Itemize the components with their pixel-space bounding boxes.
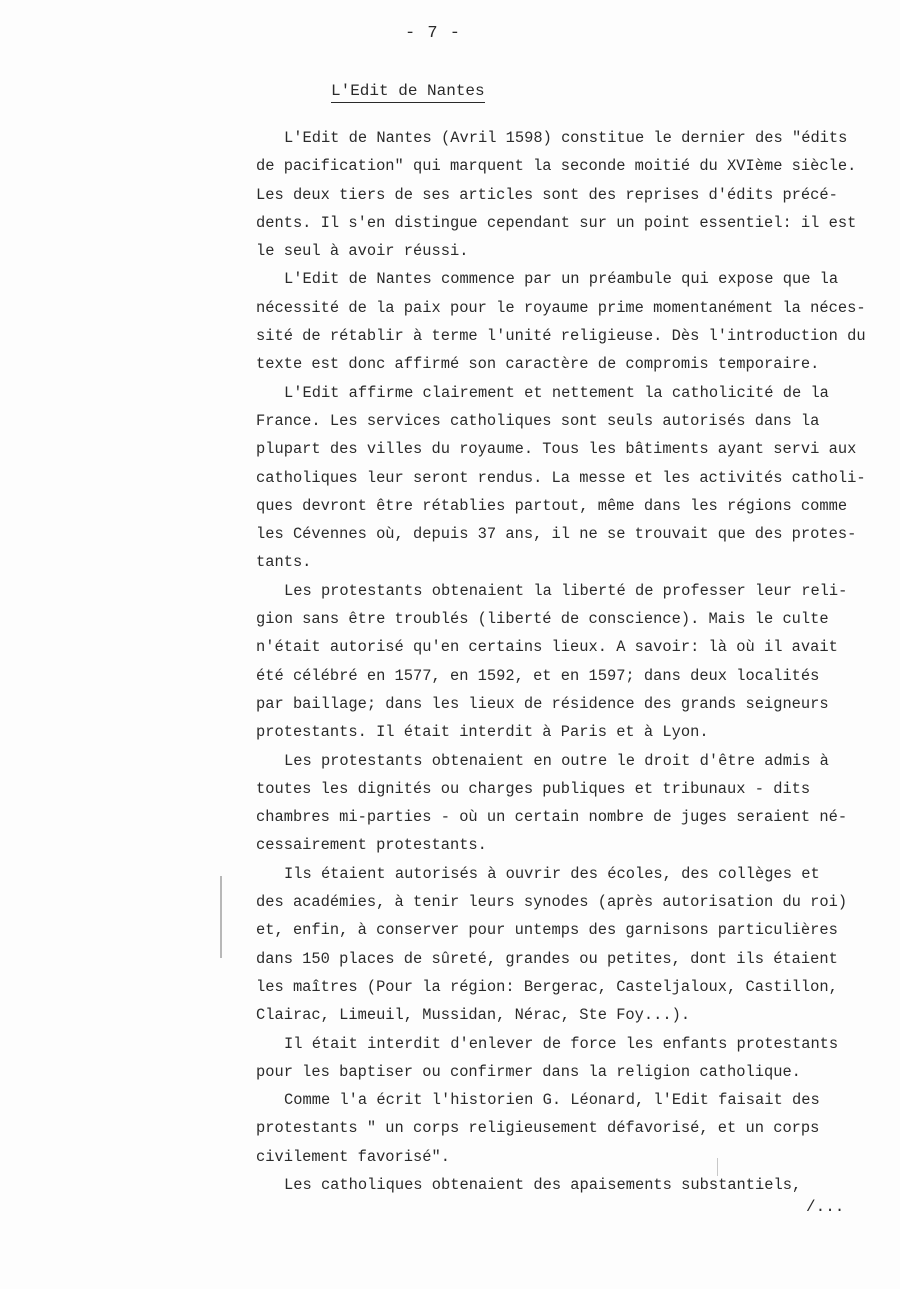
margin-mark: [220, 876, 222, 958]
text-line: Il était interdit d'enlever de force les enfants protestants: [284, 1034, 839, 1053]
text-line: Ils étaient autorisés à ouvrir des écoles, des collèges et: [284, 864, 820, 883]
text-line: cessairement protestants.: [256, 836, 487, 855]
text-line: protestants. Il était interdit à Paris et à Lyon.: [256, 723, 709, 742]
text-line: L'Edit affirme clairement et nettement la catholicité de la: [284, 383, 829, 402]
text-line: catholiques leur seront rendus. La messe et les activités catholi-: [256, 468, 866, 487]
text-line: Les deux tiers de ses articles sont des reprises d'édits précé-: [256, 185, 838, 204]
page-number: - 7 -: [405, 24, 462, 43]
text-line: sité de rétablir à terme l'unité religieuse. Dès l'introduction du: [256, 327, 866, 346]
text-line: les Cévennes où, depuis 37 ans, il ne se trouvait que des protes-: [256, 525, 857, 544]
text-line: Les protestants obtenaient en outre le droit d'être admis à: [284, 751, 829, 770]
text-line: par baillage; dans les lieux de résidence des grands seigneurs: [256, 694, 829, 713]
text-line: gion sans être troublés (liberté de conscience). Mais le culte: [256, 610, 829, 629]
text-line: été célébré en 1577, en 1592, et en 1597; dans deux localités: [256, 666, 820, 685]
body-text: [256, 124, 896, 1199]
text-line: pour les baptiser ou confirmer dans la religion catholique.: [256, 1062, 801, 1081]
text-line: Comme l'a écrit l'historien G. Léonard, l'Edit faisait des: [284, 1091, 820, 1110]
document-title: L'Edit de Nantes: [331, 82, 485, 103]
text-line: et, enfin, à conserver pour untemps des garnisons particulières: [256, 921, 838, 940]
text-line: Les catholiques obtenaient des apaisements substantiels,: [284, 1175, 802, 1194]
text-line: tants.: [256, 553, 312, 572]
text-line: nécessité de la paix pour le royaume prime momentanément la néces-: [256, 298, 866, 317]
text-line: Clairac, Limeuil, Mussidan, Nérac, Ste Foy...).: [256, 1006, 691, 1025]
text-line: n'était autorisé qu'en certains lieux. A savoir: là où il avait: [256, 638, 838, 657]
text-line: ques devront être rétablies partout, même dans les régions comme: [256, 496, 848, 515]
text-line: les maîtres (Pour la région: Bergerac, Casteljaloux, Castillon,: [256, 977, 838, 996]
text-line: toutes les dignités ou charges publiques et tribunaux - dits: [256, 779, 811, 798]
text-line: dents. Il s'en distingue cependant sur un point essentiel: il est: [256, 213, 857, 232]
text-line: France. Les services catholiques sont seuls autorisés dans la: [256, 411, 820, 430]
text-line: chambres mi-parties - où un certain nombre de juges seraient né-: [256, 808, 848, 827]
text-line: des académies, à tenir leurs synodes (après autorisation du roi): [256, 893, 848, 912]
text-line: L'Edit de Nantes (Avril 1598) constitue le dernier des "édits: [284, 129, 848, 147]
text-line: L'Edit de Nantes commence par un préambule qui expose que la: [284, 270, 839, 289]
text-line: le seul à avoir réussi.: [256, 242, 469, 261]
text-line: texte est donc affirmé son caractère de compromis temporaire.: [256, 355, 820, 374]
text-line: protestants " un corps religieusement défavorisé, et un corps: [256, 1119, 820, 1138]
continuation-mark: /...: [806, 1198, 845, 1216]
text-line: dans 150 places de sûreté, grandes ou petites, dont ils étaient: [256, 949, 838, 968]
text-line: de pacification" qui marquent la seconde moitié du XVIème siècle.: [256, 157, 857, 176]
text-line: Les protestants obtenaient la liberté de professer leur reli-: [284, 581, 848, 600]
text-line: plupart des villes du royaume. Tous les bâtiments ayant servi aux: [256, 440, 857, 459]
text-line: civilement favorisé".: [256, 1147, 450, 1166]
